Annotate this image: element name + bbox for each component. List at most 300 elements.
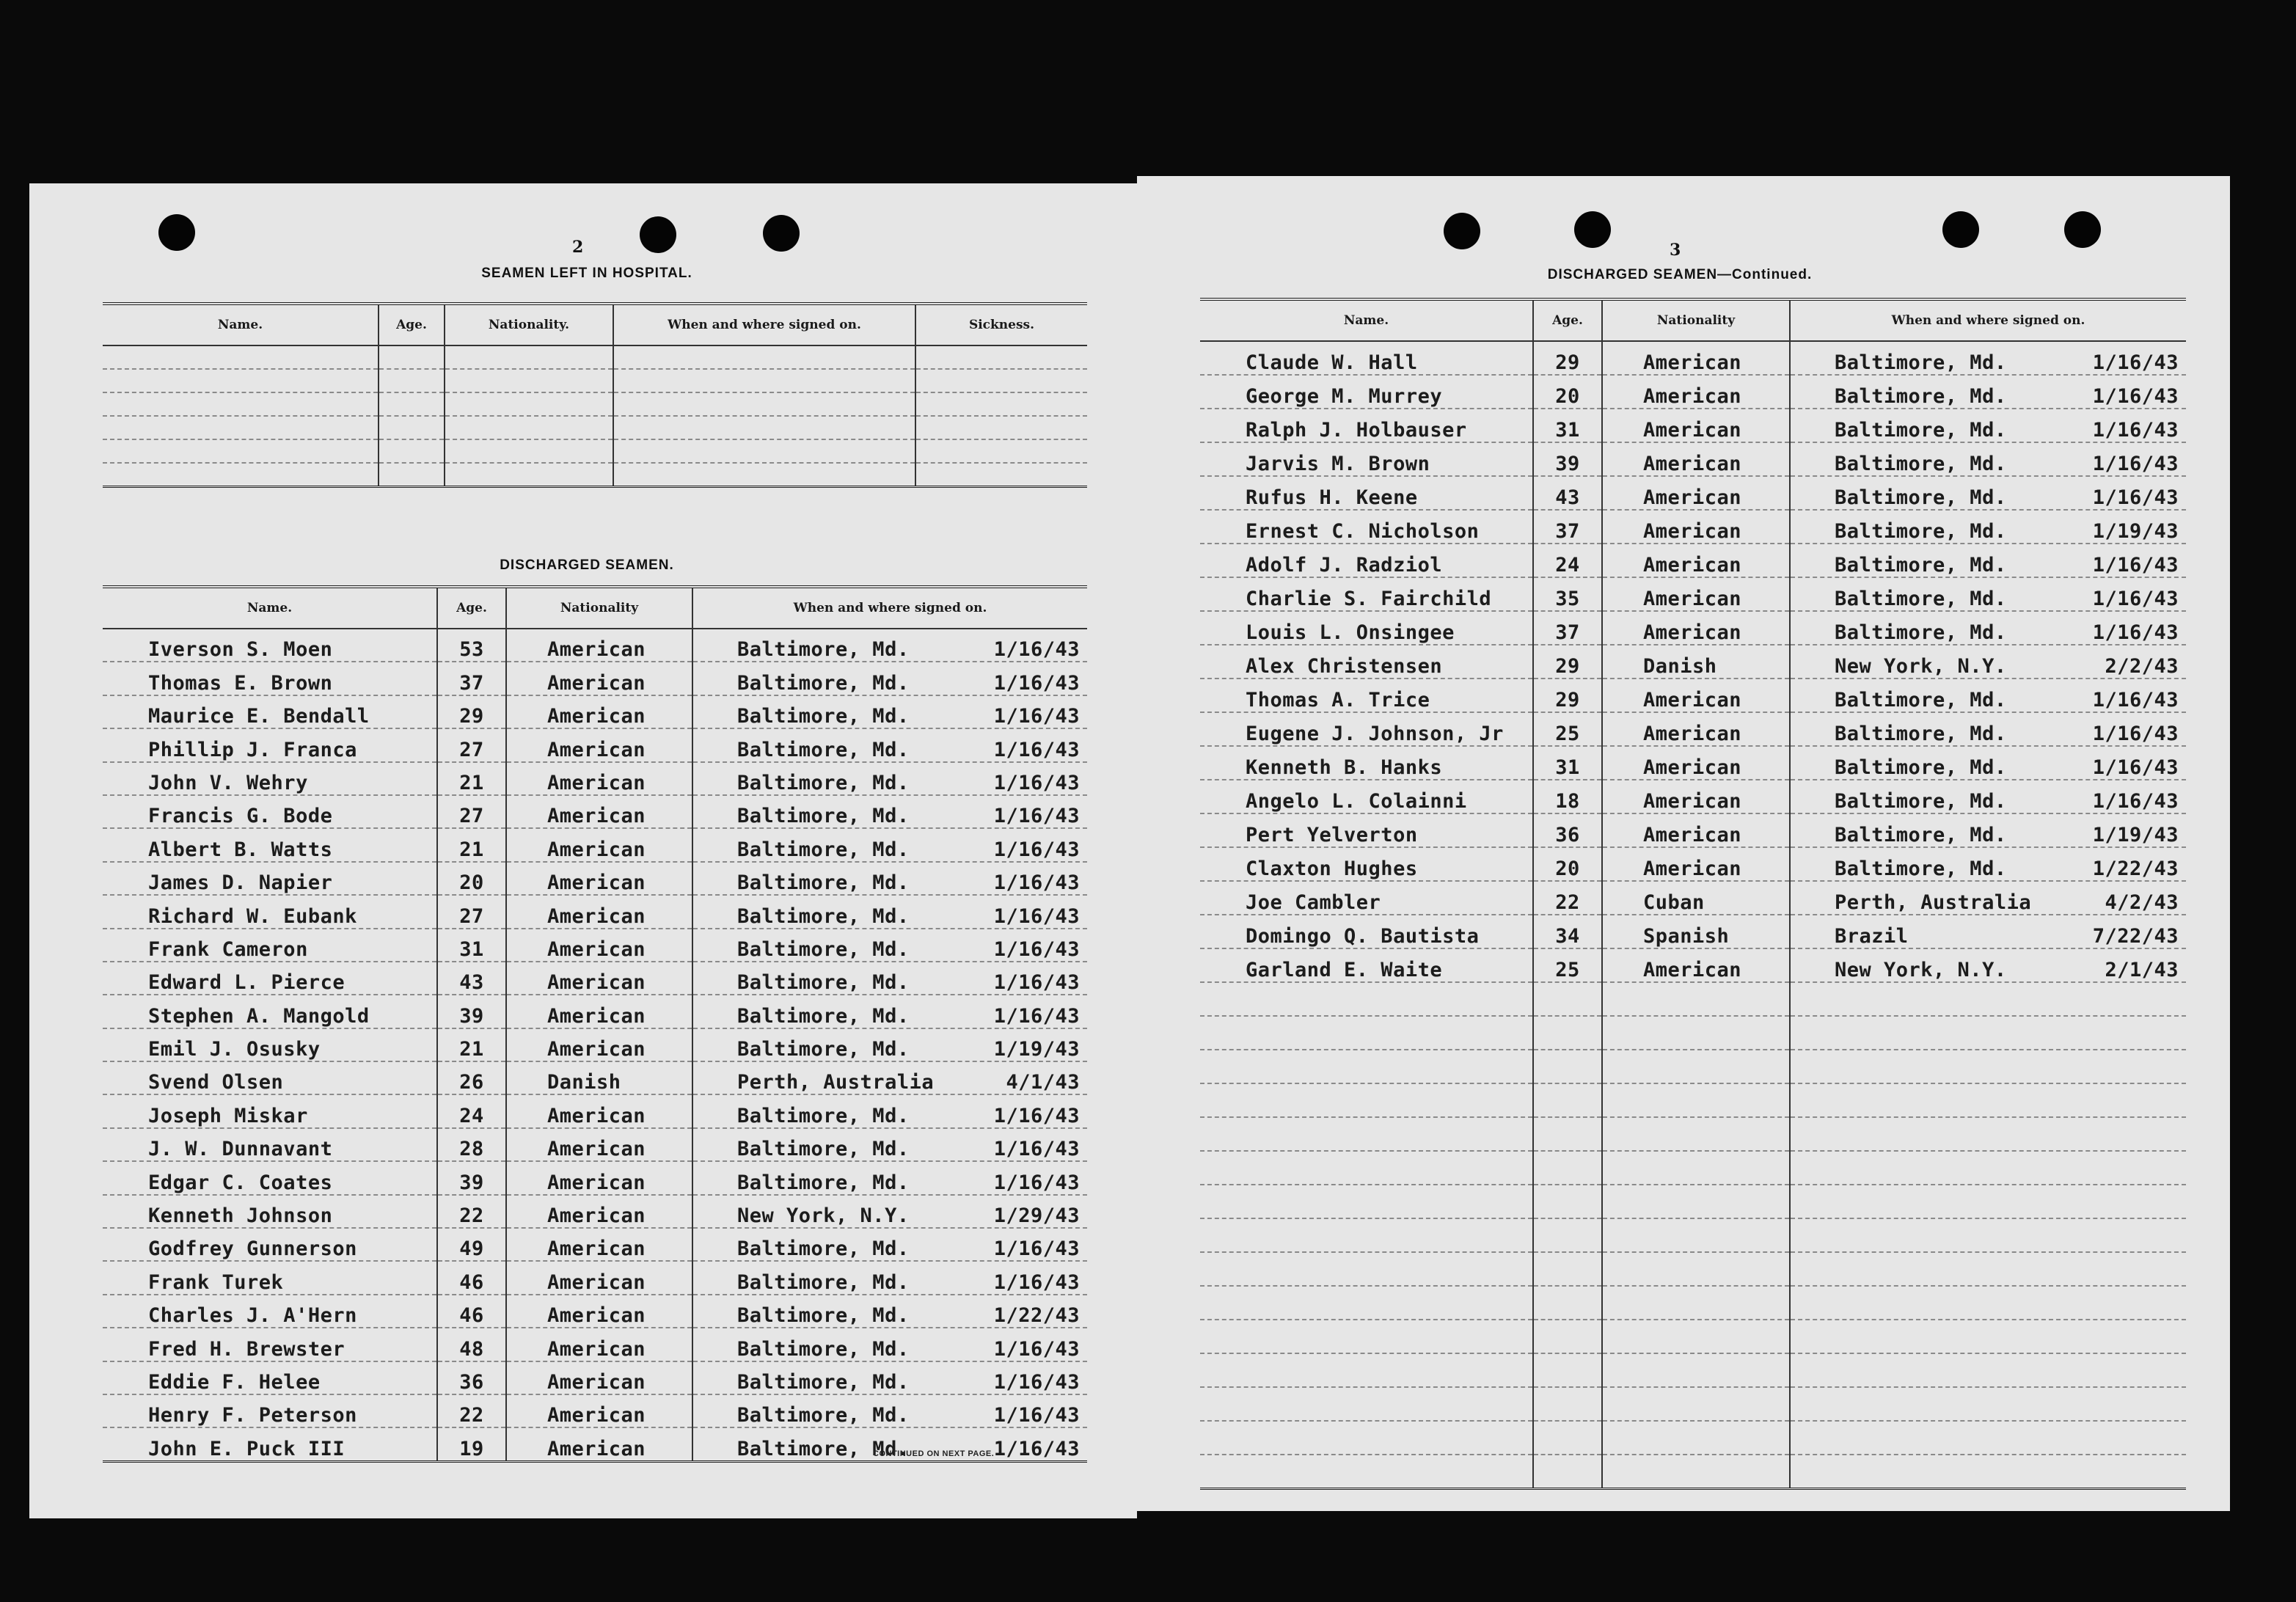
seaman-nationality: American: [1602, 409, 1790, 442]
left-page: [29, 183, 1137, 1518]
column-header: Name.: [103, 587, 437, 629]
seaman-name: Richard W. Eubank: [103, 895, 437, 928]
signed-on-date: 1/19/43: [2092, 520, 2179, 543]
signed-on-place: New York, N.Y.: [1835, 959, 2007, 981]
table-row: [1200, 375, 2186, 409]
seaman-name: Angelo L. Colainni: [1200, 780, 1533, 813]
signed-on-place: Brazil: [1835, 925, 1909, 948]
seaman-nationality: American: [506, 662, 692, 695]
seaman-name: Francis G. Bode: [103, 795, 437, 828]
table-row: [1200, 611, 2186, 645]
blank-row: [1200, 1117, 2186, 1151]
blank-cell: [613, 416, 915, 439]
blank-cell: [1533, 1286, 1602, 1320]
signed-on-date: 1/16/43: [993, 1404, 1080, 1427]
blank-cell: [613, 392, 915, 416]
seaman-name: George M. Murrey: [1200, 375, 1533, 409]
blank-cell: [379, 369, 445, 392]
continued-note: CONTINUED ON NEXT PAGE.: [873, 1449, 995, 1458]
signed-on-cell: [1790, 813, 2186, 847]
seaman-age: 27: [437, 728, 506, 761]
seaman-nationality: American: [1602, 948, 1790, 982]
signed-on-cell: [1790, 712, 2186, 746]
table-row: [1200, 847, 2186, 881]
signed-on-cell: [1790, 611, 2186, 645]
signed-on-date: 4/2/43: [2105, 891, 2179, 914]
signed-on-place: Baltimore, Md.: [1835, 689, 2007, 712]
seaman-nationality: American: [1602, 341, 1790, 375]
seaman-nationality: American: [506, 895, 692, 928]
signed-on-place: Baltimore, Md.: [737, 1437, 910, 1460]
blank-row: [1200, 1353, 2186, 1387]
seaman-name: Svend Olsen: [103, 1061, 437, 1094]
blank-row: [1200, 1083, 2186, 1117]
seaman-nationality: Danish: [1602, 645, 1790, 679]
seaman-name: Albert B. Watts: [103, 828, 437, 861]
blank-cell: [1790, 1117, 2186, 1151]
seaman-name: Charles J. A'Hern: [103, 1295, 437, 1328]
blank-cell: [1200, 1083, 1533, 1117]
seaman-name: Adolf J. Radziol: [1200, 544, 1533, 577]
seaman-name: Iverson S. Moen: [103, 629, 437, 662]
signed-on-place: Baltimore, Md.: [1835, 453, 2007, 475]
blank-row: [103, 345, 1087, 369]
blank-row: [1200, 1320, 2186, 1353]
seaman-age: 26: [437, 1061, 506, 1094]
seaman-age: 22: [437, 1394, 506, 1427]
blank-cell: [1790, 1320, 2186, 1353]
blank-cell: [103, 463, 379, 487]
blank-cell: [379, 345, 445, 369]
blank-cell: [1200, 982, 1533, 1016]
signed-on-date: 1/16/43: [993, 638, 1080, 662]
blank-row: [1200, 1286, 2186, 1320]
signed-on-cell: [1790, 881, 2186, 915]
blank-cell: [1533, 1151, 1602, 1185]
signed-on-date: 1/16/43: [2092, 790, 2179, 813]
punch-hole: [640, 216, 676, 253]
signed-on-cell: [1790, 442, 2186, 476]
seaman-name: Henry F. Peterson: [103, 1394, 437, 1427]
column-header: Name.: [103, 304, 379, 345]
blank-cell: [1200, 1016, 1533, 1050]
table-row: [1200, 746, 2186, 780]
signed-on-date: 1/16/43: [2092, 351, 2179, 374]
blank-cell: [1790, 1286, 2186, 1320]
blank-cell: [1200, 1185, 1533, 1218]
blank-cell: [1602, 1286, 1790, 1320]
seaman-nationality: American: [1602, 813, 1790, 847]
signed-on-cell: [692, 1028, 1087, 1061]
blank-cell: [103, 392, 379, 416]
punch-hole: [763, 215, 800, 252]
blank-row: [103, 463, 1087, 487]
seaman-nationality: American: [506, 695, 692, 728]
signed-on-place: Perth, Australia: [1835, 891, 2032, 914]
signed-on-cell: [1790, 476, 2186, 510]
blank-cell: [445, 463, 613, 487]
seaman-age: 22: [437, 1195, 506, 1228]
table-row: [103, 1028, 1087, 1061]
signed-on-date: 1/16/43: [993, 1437, 1080, 1460]
blank-cell: [445, 369, 613, 392]
seaman-age: 39: [1533, 442, 1602, 476]
signed-on-date: 1/16/43: [993, 871, 1080, 895]
seaman-age: 25: [1533, 712, 1602, 746]
blank-cell: [103, 439, 379, 463]
table-row: [103, 1061, 1087, 1094]
signed-on-date: 1/16/43: [993, 705, 1080, 728]
signed-on-date: 1/16/43: [993, 738, 1080, 761]
blank-cell: [613, 345, 915, 369]
table-row: [103, 1328, 1087, 1361]
punch-hole: [1574, 211, 1611, 248]
blank-cell: [1200, 1286, 1533, 1320]
blank-cell: [1533, 982, 1602, 1016]
signed-on-date: 1/16/43: [993, 1337, 1080, 1361]
blank-row: [1200, 1387, 2186, 1421]
punch-hole: [2064, 211, 2101, 248]
blank-cell: [1602, 1387, 1790, 1421]
blank-row: [103, 439, 1087, 463]
blank-cell: [1790, 1455, 2186, 1489]
blank-cell: [445, 416, 613, 439]
seaman-age: 36: [437, 1361, 506, 1394]
blank-cell: [1533, 1455, 1602, 1489]
signed-on-date: 1/16/43: [993, 671, 1080, 695]
blank-row: [1200, 1421, 2186, 1455]
blank-cell: [1790, 1016, 2186, 1050]
signed-on-place: Baltimore, Md.: [737, 671, 910, 695]
signed-on-cell: [1790, 544, 2186, 577]
table-row: [103, 962, 1087, 995]
signed-on-date: 1/22/43: [2092, 857, 2179, 880]
blank-row: [103, 416, 1087, 439]
seaman-name: Charlie S. Fairchild: [1200, 577, 1533, 611]
table-row: [1200, 679, 2186, 712]
signed-on-place: Baltimore, Md.: [737, 638, 910, 662]
blank-cell: [1533, 1353, 1602, 1387]
signed-on-cell: [692, 1295, 1087, 1328]
column-header: Name.: [1200, 299, 1533, 341]
blank-cell: [445, 345, 613, 369]
seaman-name: Claude W. Hall: [1200, 341, 1533, 375]
blank-cell: [1602, 1353, 1790, 1387]
signed-on-date: 1/16/43: [993, 1237, 1080, 1261]
signed-on-date: 1/16/43: [2092, 419, 2179, 442]
blank-cell: [1533, 1421, 1602, 1455]
table-row: [103, 728, 1087, 761]
blank-cell: [445, 392, 613, 416]
table-row: [1200, 645, 2186, 679]
seaman-name: Ralph J. Holbauser: [1200, 409, 1533, 442]
seaman-age: 43: [437, 962, 506, 995]
blank-cell: [1533, 1083, 1602, 1117]
blank-cell: [915, 392, 1087, 416]
seaman-age: 21: [437, 828, 506, 861]
seaman-nationality: Cuban: [1602, 881, 1790, 915]
signed-on-cell: [1790, 780, 2186, 813]
seaman-nationality: American: [1602, 510, 1790, 544]
blank-cell: [613, 439, 915, 463]
signed-on-date: 7/22/43: [2092, 925, 2179, 948]
table-row: [103, 995, 1087, 1028]
seaman-nationality: American: [506, 1228, 692, 1261]
seaman-nationality: American: [1602, 679, 1790, 712]
signed-on-date: 1/16/43: [2092, 453, 2179, 475]
signed-on-place: Baltimore, Md.: [737, 1304, 910, 1328]
seaman-nationality: Spanish: [1602, 915, 1790, 948]
signed-on-place: Baltimore, Md.: [1835, 486, 2007, 509]
seaman-age: 37: [437, 662, 506, 695]
seaman-name: Ernest C. Nicholson: [1200, 510, 1533, 544]
seaman-name: Pert Yelverton: [1200, 813, 1533, 847]
blank-cell: [1200, 1421, 1533, 1455]
blank-cell: [103, 345, 379, 369]
seaman-age: 31: [1533, 409, 1602, 442]
blank-cell: [915, 345, 1087, 369]
seaman-age: 36: [1533, 813, 1602, 847]
signed-on-cell: [692, 1094, 1087, 1127]
seaman-name: Godfrey Gunnerson: [103, 1228, 437, 1261]
signed-on-place: Baltimore, Md.: [1835, 520, 2007, 543]
signed-on-place: Baltimore, Md.: [737, 805, 910, 828]
signed-on-cell: [1790, 577, 2186, 611]
hospital-table-header: [103, 304, 1087, 345]
signed-on-date: 1/16/43: [993, 805, 1080, 828]
punch-hole: [158, 214, 195, 251]
signed-on-cell: [692, 895, 1087, 928]
signed-on-place: New York, N.Y.: [737, 1204, 910, 1228]
punch-hole: [1444, 213, 1480, 249]
signed-on-cell: [1790, 375, 2186, 409]
discharged-continued-table: [1200, 298, 2186, 1490]
seaman-name: Maurice E. Bendall: [103, 695, 437, 728]
blank-cell: [915, 369, 1087, 392]
table-row: [1200, 780, 2186, 813]
blank-cell: [1790, 1387, 2186, 1421]
signed-on-place: Baltimore, Md.: [737, 738, 910, 761]
signed-on-date: 1/16/43: [2092, 756, 2179, 779]
seaman-name: Thomas E. Brown: [103, 662, 437, 695]
blank-cell: [1790, 1185, 2186, 1218]
column-header: Age.: [379, 304, 445, 345]
table-row: [103, 862, 1087, 895]
discharged-table-header: [103, 587, 1087, 629]
blank-row: [103, 392, 1087, 416]
blank-cell: [1602, 982, 1790, 1016]
signed-on-cell: [692, 1328, 1087, 1361]
seaman-age: 25: [1533, 948, 1602, 982]
seaman-name: Stephen A. Mangold: [103, 995, 437, 1028]
seaman-name: Louis L. Onsingee: [1200, 611, 1533, 645]
signed-on-cell: [1790, 746, 2186, 780]
table-row: [103, 895, 1087, 928]
table-row: [103, 1295, 1087, 1328]
seaman-name: Joseph Miskar: [103, 1094, 437, 1127]
blank-cell: [1602, 1421, 1790, 1455]
blank-cell: [1200, 1050, 1533, 1083]
blank-cell: [613, 463, 915, 487]
blank-cell: [1533, 1050, 1602, 1083]
signed-on-cell: [1790, 679, 2186, 712]
blank-cell: [1200, 1151, 1533, 1185]
table-row: [1200, 577, 2186, 611]
seaman-nationality: American: [506, 1394, 692, 1427]
seaman-nationality: American: [506, 1328, 692, 1361]
signed-on-cell: [692, 1228, 1087, 1261]
seaman-name: Kenneth B. Hanks: [1200, 746, 1533, 780]
signed-on-cell: [1790, 645, 2186, 679]
table-row: [103, 929, 1087, 962]
signed-on-cell: [692, 962, 1087, 995]
seaman-age: 20: [1533, 847, 1602, 881]
signed-on-place: New York, N.Y.: [1835, 655, 2007, 678]
column-header: Nationality: [1602, 299, 1790, 341]
seaman-name: Eddie F. Helee: [103, 1361, 437, 1394]
signed-on-place: Baltimore, Md.: [737, 1370, 910, 1394]
continued-section-title: DISCHARGED SEAMEN—Continued.: [1547, 267, 1813, 282]
blank-cell: [1533, 1387, 1602, 1421]
signed-on-place: Baltimore, Md.: [1835, 419, 2007, 442]
signed-on-date: 2/2/43: [2105, 655, 2179, 678]
table-row: [103, 1195, 1087, 1228]
seaman-age: 29: [437, 695, 506, 728]
signed-on-place: Baltimore, Md.: [737, 1138, 910, 1161]
signed-on-cell: [692, 695, 1087, 728]
blank-cell: [1533, 1252, 1602, 1286]
blank-cell: [1602, 1455, 1790, 1489]
seaman-nationality: American: [1602, 544, 1790, 577]
seaman-age: 24: [1533, 544, 1602, 577]
signed-on-date: 1/16/43: [993, 1270, 1080, 1294]
hospital-section-title: SEAMEN LEFT IN HOSPITAL.: [481, 266, 692, 281]
punch-hole: [1942, 211, 1979, 248]
seaman-age: 31: [437, 929, 506, 962]
blank-row: [1200, 1050, 2186, 1083]
seaman-nationality: American: [506, 1195, 692, 1228]
blank-cell: [379, 463, 445, 487]
seaman-nationality: American: [506, 795, 692, 828]
seaman-name: Rufus H. Keene: [1200, 476, 1533, 510]
table-row: [1200, 544, 2186, 577]
blank-cell: [103, 416, 379, 439]
signed-on-place: Baltimore, Md.: [1835, 588, 2007, 610]
blank-cell: [1533, 1185, 1602, 1218]
signed-on-place: Baltimore, Md.: [1835, 723, 2007, 745]
seaman-nationality: American: [506, 728, 692, 761]
blank-cell: [1790, 1353, 2186, 1387]
signed-on-cell: [692, 728, 1087, 761]
seaman-name: Eugene J. Johnson, Jr: [1200, 712, 1533, 746]
signed-on-place: Baltimore, Md.: [1835, 824, 2007, 846]
right-page: [1137, 176, 2230, 1511]
blank-cell: [379, 416, 445, 439]
signed-on-cell: [692, 795, 1087, 828]
signed-on-cell: [692, 1261, 1087, 1294]
table-row: [103, 762, 1087, 795]
signed-on-date: 1/16/43: [2092, 723, 2179, 745]
blank-cell: [1200, 1252, 1533, 1286]
table-row: [1200, 409, 2186, 442]
continued-table-header: [1200, 299, 2186, 341]
column-header: When and where signed on.: [692, 587, 1087, 629]
seaman-age: 43: [1533, 476, 1602, 510]
blank-cell: [1790, 1151, 2186, 1185]
blank-cell: [1602, 1320, 1790, 1353]
column-header: Nationality: [506, 587, 692, 629]
signed-on-date: 1/16/43: [2092, 554, 2179, 577]
seaman-age: 37: [1533, 510, 1602, 544]
signed-on-cell: [692, 662, 1087, 695]
blank-cell: [1602, 1185, 1790, 1218]
blank-cell: [915, 416, 1087, 439]
seaman-nationality: American: [506, 1295, 692, 1328]
seaman-nationality: American: [506, 1261, 692, 1294]
seaman-nationality: American: [1602, 476, 1790, 510]
table-row: [1200, 510, 2186, 544]
blank-cell: [1790, 1421, 2186, 1455]
seaman-nationality: American: [1602, 375, 1790, 409]
seaman-name: Garland E. Waite: [1200, 948, 1533, 982]
signed-on-cell: [692, 1394, 1087, 1427]
signed-on-place: Baltimore, Md.: [1835, 857, 2007, 880]
seaman-nationality: American: [506, 862, 692, 895]
signed-on-date: 4/1/43: [1006, 1071, 1080, 1094]
seaman-age: 28: [437, 1128, 506, 1161]
signed-on-date: 1/16/43: [993, 1004, 1080, 1028]
blank-cell: [379, 439, 445, 463]
blank-row: [1200, 1185, 2186, 1218]
seaman-nationality: American: [1602, 746, 1790, 780]
seaman-name: Fred H. Brewster: [103, 1328, 437, 1361]
hospital-table: [103, 302, 1087, 488]
signed-on-place: Baltimore, Md.: [1835, 385, 2007, 408]
blank-row: [1200, 1218, 2186, 1252]
table-row: [1200, 813, 2186, 847]
column-header: Age.: [437, 587, 506, 629]
seaman-age: 35: [1533, 577, 1602, 611]
seaman-name: Edward L. Pierce: [103, 962, 437, 995]
signed-on-place: Baltimore, Md.: [737, 1038, 910, 1061]
seaman-age: 46: [437, 1261, 506, 1294]
signed-on-cell: [692, 629, 1087, 662]
seaman-name: Frank Turek: [103, 1261, 437, 1294]
page-number: 3: [1670, 241, 1681, 260]
signed-on-date: 1/16/43: [993, 904, 1080, 928]
seaman-nationality: American: [506, 629, 692, 662]
signed-on-place: Baltimore, Md.: [1835, 756, 2007, 779]
signed-on-date: 1/16/43: [993, 838, 1080, 861]
signed-on-cell: [692, 762, 1087, 795]
blank-cell: [1790, 1050, 2186, 1083]
seaman-nationality: American: [506, 1094, 692, 1127]
blank-cell: [1790, 982, 2186, 1016]
blank-cell: [445, 439, 613, 463]
signed-on-cell: [692, 929, 1087, 962]
signed-on-date: 1/29/43: [993, 1204, 1080, 1228]
blank-cell: [1200, 1455, 1533, 1489]
seaman-age: 37: [1533, 611, 1602, 645]
table-row: [103, 1128, 1087, 1161]
table-row: [103, 1161, 1087, 1194]
seaman-name: Kenneth Johnson: [103, 1195, 437, 1228]
table-row: [103, 1261, 1087, 1294]
discharged-section-title: DISCHARGED SEAMEN.: [500, 557, 674, 573]
signed-on-place: Baltimore, Md.: [737, 871, 910, 895]
signed-on-place: Perth, Australia: [737, 1071, 935, 1094]
signed-on-date: 1/16/43: [993, 771, 1080, 794]
